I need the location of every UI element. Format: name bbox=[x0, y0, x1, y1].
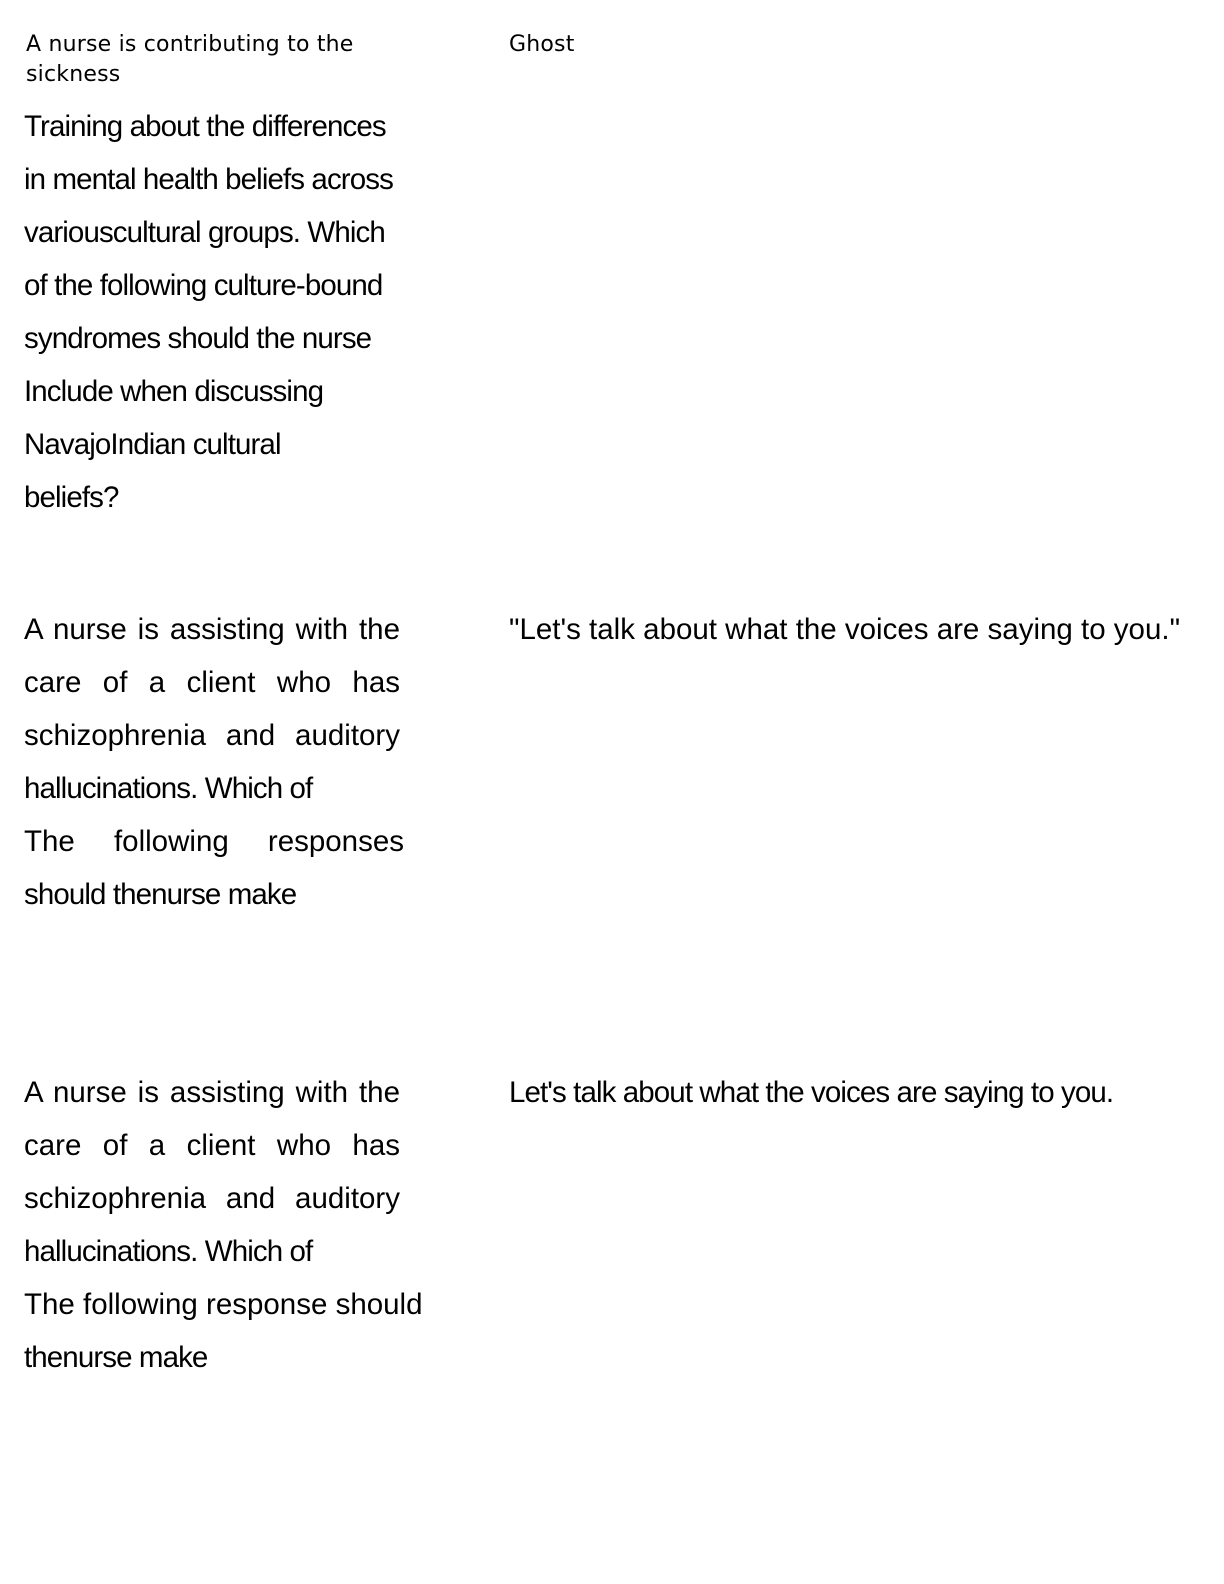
card-2-question-line: care of a client who has bbox=[24, 666, 400, 699]
card-2-question-line: hallucinations. Which of bbox=[24, 772, 313, 805]
card-2-question-line: The following responses bbox=[24, 825, 404, 858]
card-1-answer: Ghost bbox=[509, 32, 575, 57]
card-1-question-line: Training about the differences bbox=[24, 110, 386, 143]
card-1-question-line: in mental health beliefs across bbox=[24, 163, 393, 196]
card-1-prompt-line: sickness bbox=[26, 62, 121, 87]
card-1-question-line: Include when discussing bbox=[24, 375, 324, 408]
card-2-question-line: A nurse is assisting with the bbox=[24, 613, 400, 646]
card-3-question-line: A nurse is assisting with the bbox=[24, 1076, 400, 1109]
card-2-answer: "Let's talk about what the voices are saying to you." bbox=[509, 613, 1181, 646]
card-2-question bbox=[24, 603, 404, 921]
card-3-answer: Let's talk about what the voices are saying to you. bbox=[509, 1076, 1114, 1109]
card-3-question-line: The following response should bbox=[24, 1288, 423, 1321]
card-3-question-line: thenurse make bbox=[24, 1341, 208, 1374]
card-2-question-line: schizophrenia and auditory bbox=[24, 719, 400, 752]
card-2-question-line: should thenurse make bbox=[24, 878, 297, 911]
card-3-question-line: care of a client who has bbox=[24, 1129, 400, 1162]
card-1-question-line: NavajoIndian cultural bbox=[24, 428, 281, 461]
card-1-prompt bbox=[26, 30, 426, 90]
card-1-question-line: beliefs? bbox=[24, 481, 119, 514]
card-3-question-line: hallucinations. Which of bbox=[24, 1235, 313, 1268]
card-1-question bbox=[24, 100, 424, 524]
card-3-question-line: schizophrenia and auditory bbox=[24, 1182, 400, 1215]
card-3-question bbox=[24, 1066, 423, 1384]
card-1-question-line: syndromes should the nurse bbox=[24, 322, 372, 355]
card-1-prompt-line: A nurse is contributing to the bbox=[26, 32, 354, 57]
card-1-question-line: of the following culture-bound bbox=[24, 269, 383, 302]
card-1-question-line: variouscultural groups. Which bbox=[24, 216, 385, 249]
